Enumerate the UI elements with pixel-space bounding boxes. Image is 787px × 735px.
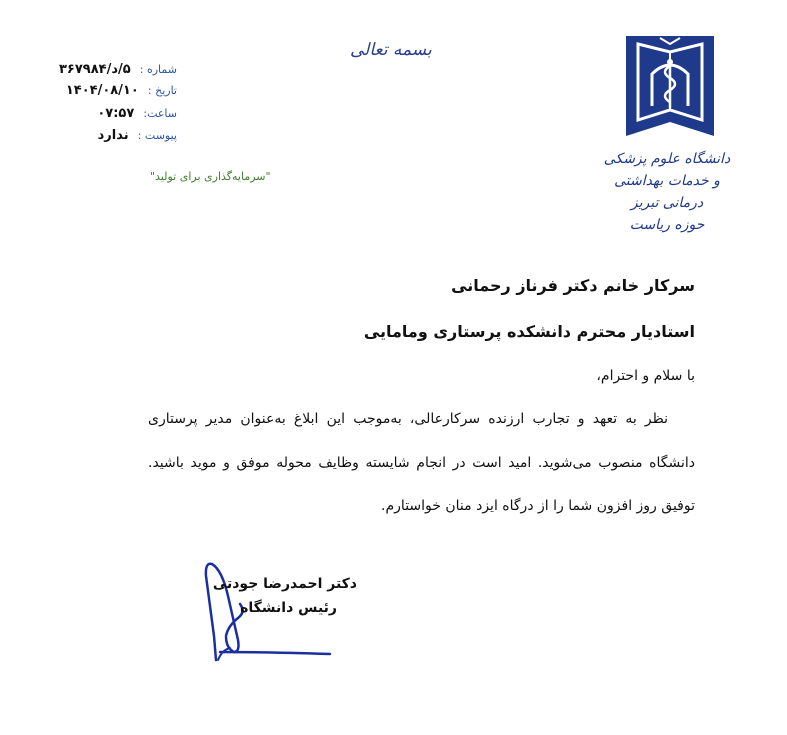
- recipient-title: استادیار محترم دانشکده پرستاری ومامایی: [363, 322, 695, 341]
- university-emblem-icon: [620, 32, 720, 144]
- letter-time-row: [97, 102, 177, 121]
- greeting-text: با سلام و احترام،: [596, 368, 695, 384]
- slogan-text: "سرمایه‌گذاری برای تولید": [150, 170, 271, 183]
- letter-attachment-value: ندارد: [97, 128, 129, 143]
- university-name-line2: و خدمات بهداشتی درمانی تبریز: [614, 173, 720, 211]
- bismillah-heading: بسمه تعالی: [350, 40, 432, 60]
- letter-number-value: ۵/د/۳۶۷۹۸۴: [58, 62, 131, 77]
- university-logo: [620, 32, 720, 144]
- signatory-title: رئیس دانشگاه: [240, 600, 337, 616]
- university-name-line3: حوزه ریاست: [629, 217, 705, 233]
- university-name-block: [592, 148, 742, 236]
- recipient-name: سرکار خانم دکتر فرناز رحمانی: [451, 276, 695, 295]
- letter-date-value: ۱۴۰۴/۰۸/۱۰: [65, 83, 139, 98]
- body-paragraph-line2: دانشگاه منصوب می‌شوید. امید است در انجام شایسته وظایف محوله موفق و موید باشید.: [148, 455, 695, 471]
- closing-text: توفیق روز افزون شما را از درگاه ایزد منان خواستارم.: [381, 498, 695, 514]
- letter-date-row: [66, 79, 177, 98]
- letter-attachment-label: پیوست :: [137, 129, 177, 142]
- letter-number-row: [59, 58, 177, 77]
- letter-number-label: شماره :: [139, 63, 177, 76]
- letter-time-value: ۰۷:۵۷: [97, 106, 135, 121]
- signatory-name: دکتر احمدرضا جودتی: [212, 576, 357, 592]
- letter-attachment-row: [98, 124, 177, 143]
- letter-date-label: تاریخ :: [147, 84, 177, 97]
- letter-time-label: ساعت:: [143, 107, 177, 120]
- university-name-line1: دانشگاه علوم پزشکی: [603, 151, 731, 167]
- body-paragraph-line1: نظر به تعهد و تجارب ارزنده سرکارعالی، به‌موجب این ابلاغ به‌عنوان مدیر پرستاری: [148, 411, 668, 427]
